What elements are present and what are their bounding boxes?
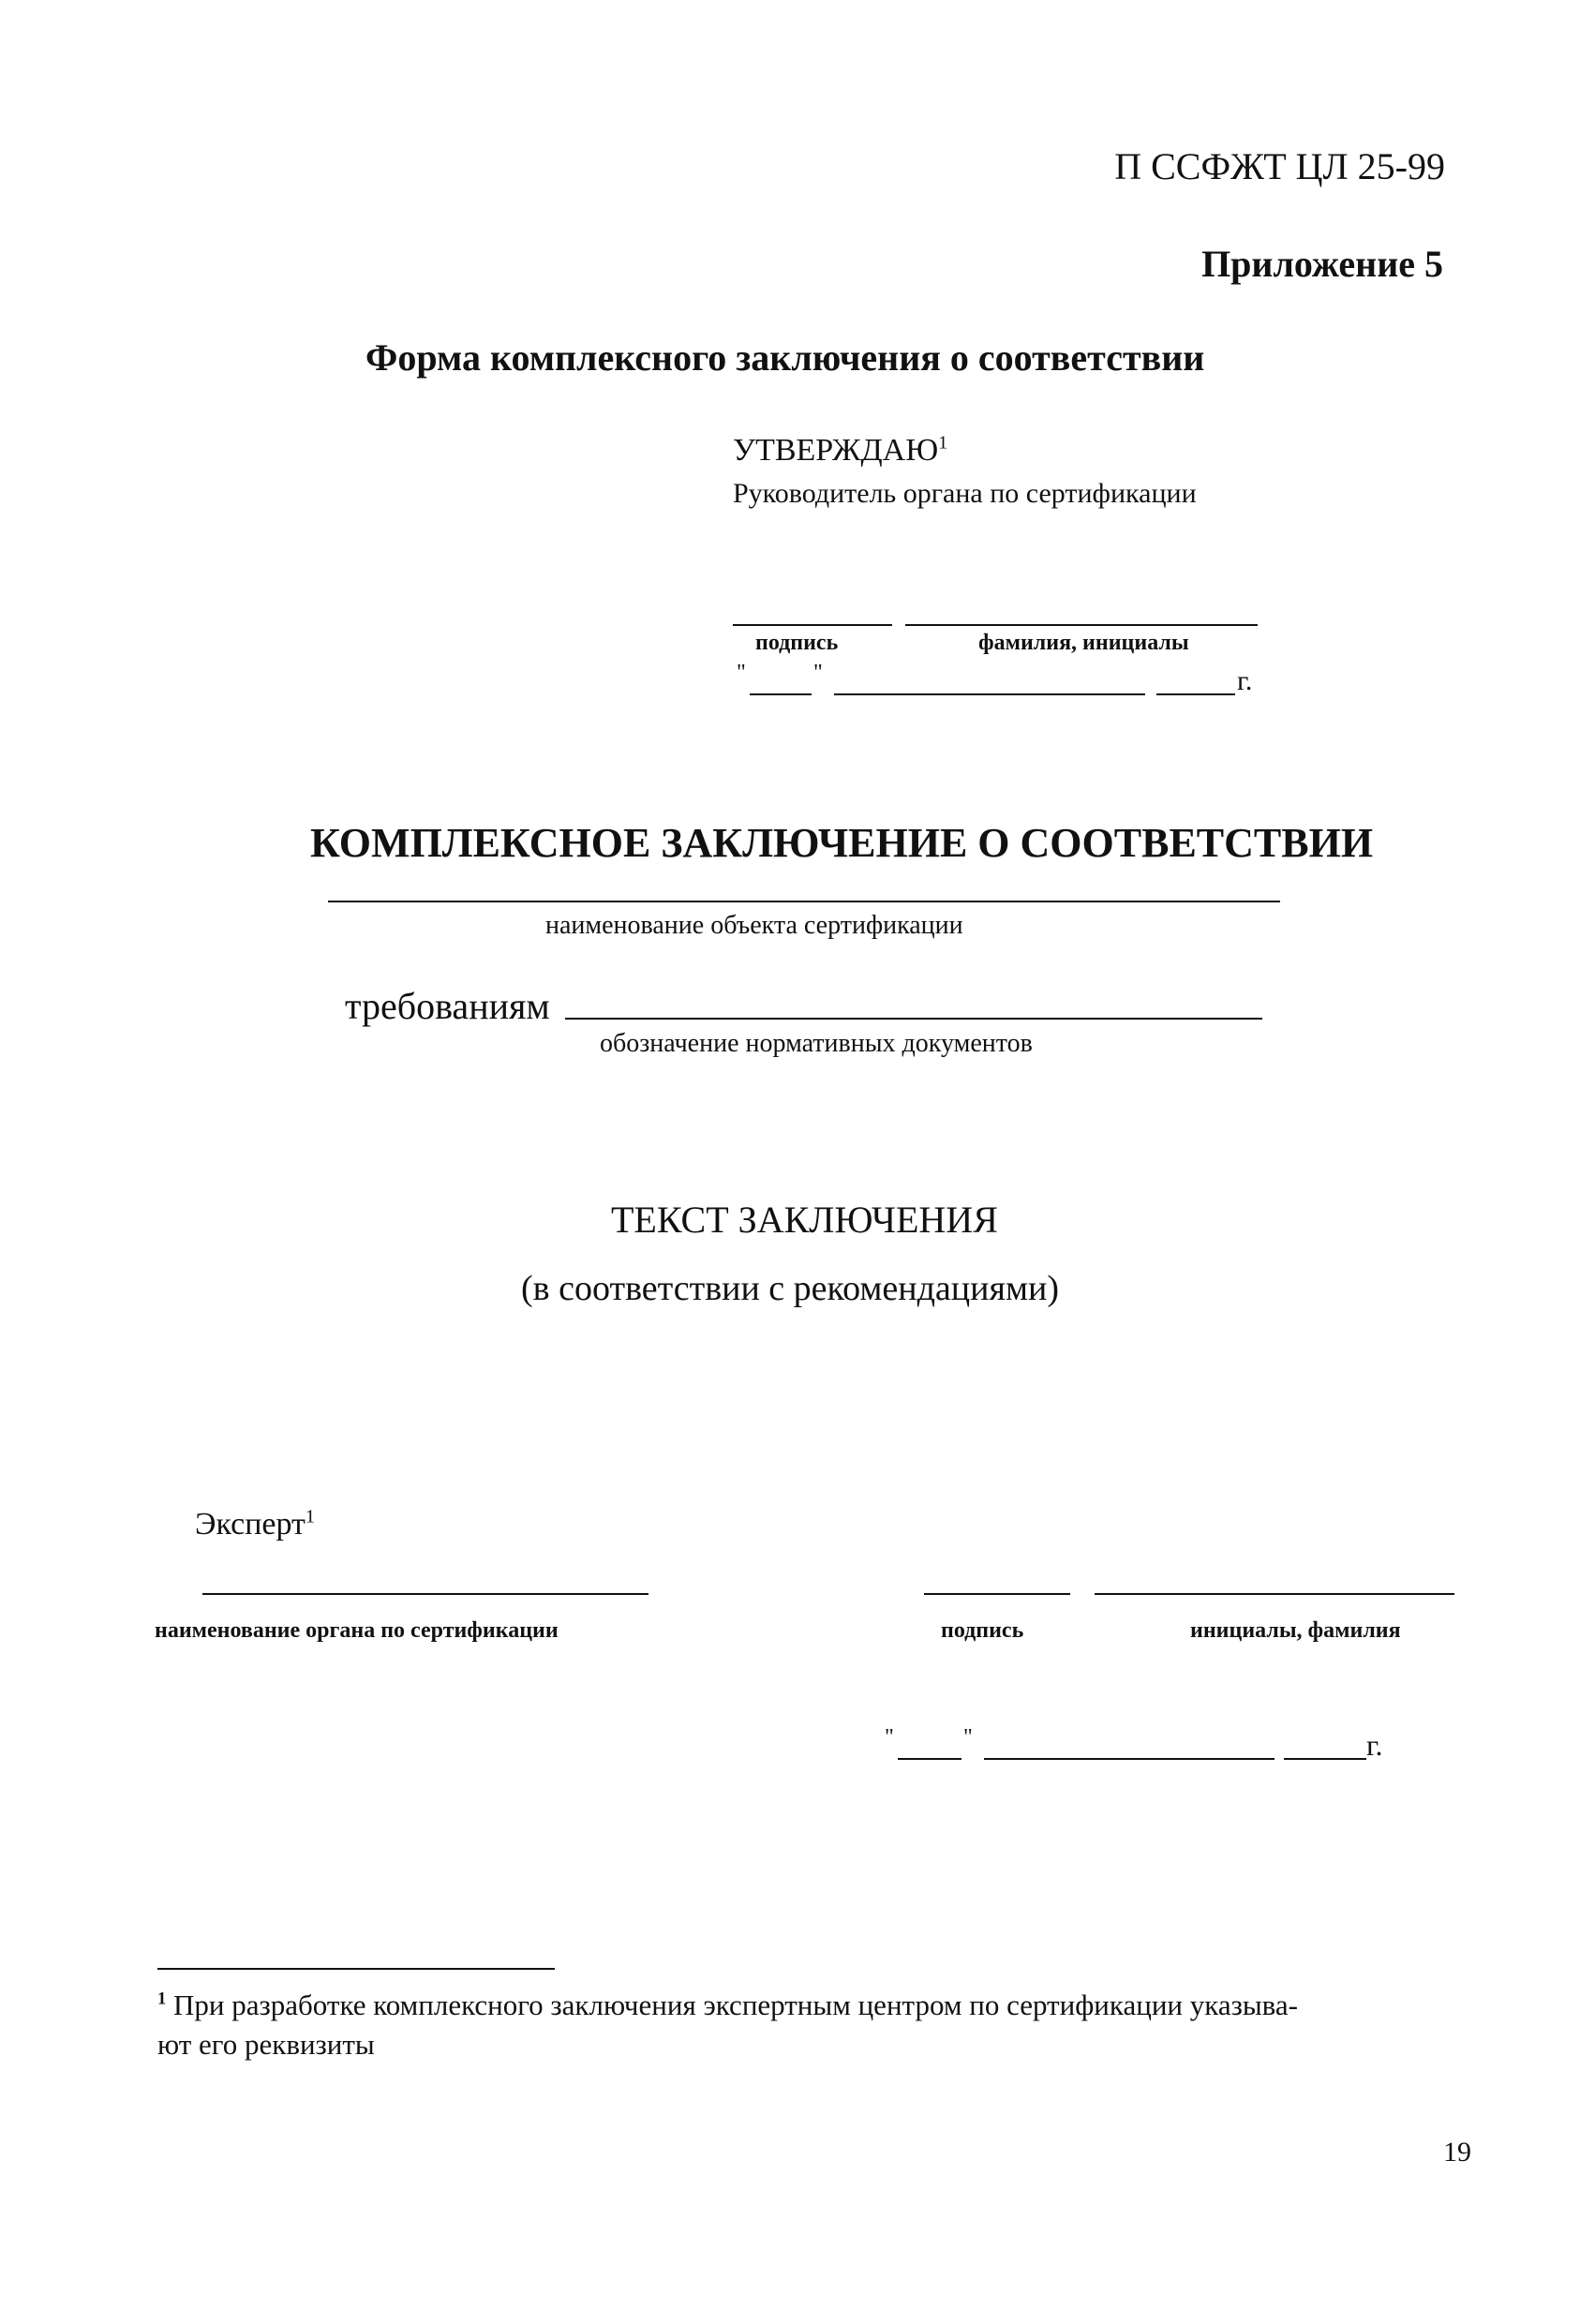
object-name-caption: наименование объекта сертификации (545, 911, 963, 940)
approve-text: УТВЕРЖДАЮ (733, 433, 939, 468)
appendix-label: Приложение 5 (1201, 243, 1443, 285)
page-number: 19 (1443, 2137, 1471, 2168)
expert-signature-line (924, 1593, 1070, 1595)
approve-label (733, 432, 948, 468)
approval-name-caption: фамилия, инициалы (978, 631, 1189, 655)
approval-head-label: Руководитель органа по сертификации (733, 478, 1197, 509)
approval-date-open-quote: " (737, 661, 746, 685)
approval-signature-caption: подпись (755, 631, 839, 655)
footnote-separator (157, 1968, 555, 1970)
expert-footnote-mark: 1 (305, 1506, 316, 1527)
footnote-marker: 1 (157, 1989, 167, 2009)
expert-signature-caption: подпись (941, 1618, 1024, 1643)
expert-org-line (202, 1593, 648, 1595)
normative-docs-caption: обозначение нормативных документов (600, 1029, 1033, 1058)
requirements-line (565, 1018, 1262, 1020)
form-title: Форма комплексного заключения о соответствии (365, 336, 1205, 379)
main-title: КОМПЛЕКСНОЕ ЗАКЛЮЧЕНИЕ О СООТВЕТСТВИИ (310, 820, 1374, 866)
footnote-line-2: ют его реквизиты (157, 2028, 375, 2061)
expert-date-open-quote: " (885, 1725, 894, 1750)
expert-day-line (898, 1758, 961, 1760)
object-name-line (328, 901, 1280, 902)
expert-org-caption: наименование органа по сертификации (155, 1618, 559, 1643)
approval-date-close-quote: " (813, 661, 823, 685)
expert-year-suffix: г. (1366, 1728, 1383, 1762)
approval-signature-line (733, 624, 892, 626)
expert-month-line (984, 1758, 1275, 1760)
footnote-text-1: При разработке комплексного заключения экспертным центром по сертификации указыва- (173, 1989, 1298, 2021)
footnote-line-1 (157, 1990, 1298, 2019)
approval-name-line (905, 624, 1258, 626)
approve-footnote-mark: 1 (938, 432, 948, 454)
approval-month-line (834, 693, 1145, 695)
text-heading: ТЕКСТ ЗАКЛЮЧЕНИЯ (611, 1199, 998, 1241)
text-subheading: (в соответствии с рекомендациями) (521, 1269, 1059, 1308)
expert-name-caption: инициалы, фамилия (1190, 1618, 1401, 1643)
document-code: П ССФЖТ ЦЛ 25-99 (1114, 145, 1445, 187)
approval-year-line (1156, 693, 1235, 695)
expert-year-line (1284, 1758, 1366, 1760)
approval-day-line (750, 693, 812, 695)
approval-year-suffix: г. (1237, 665, 1253, 696)
expert-label (195, 1506, 316, 1542)
expert-date-close-quote: " (963, 1725, 973, 1750)
expert-text: Эксперт (195, 1507, 306, 1542)
expert-name-line (1095, 1593, 1454, 1595)
requirements-label: требованиям (345, 985, 550, 1027)
